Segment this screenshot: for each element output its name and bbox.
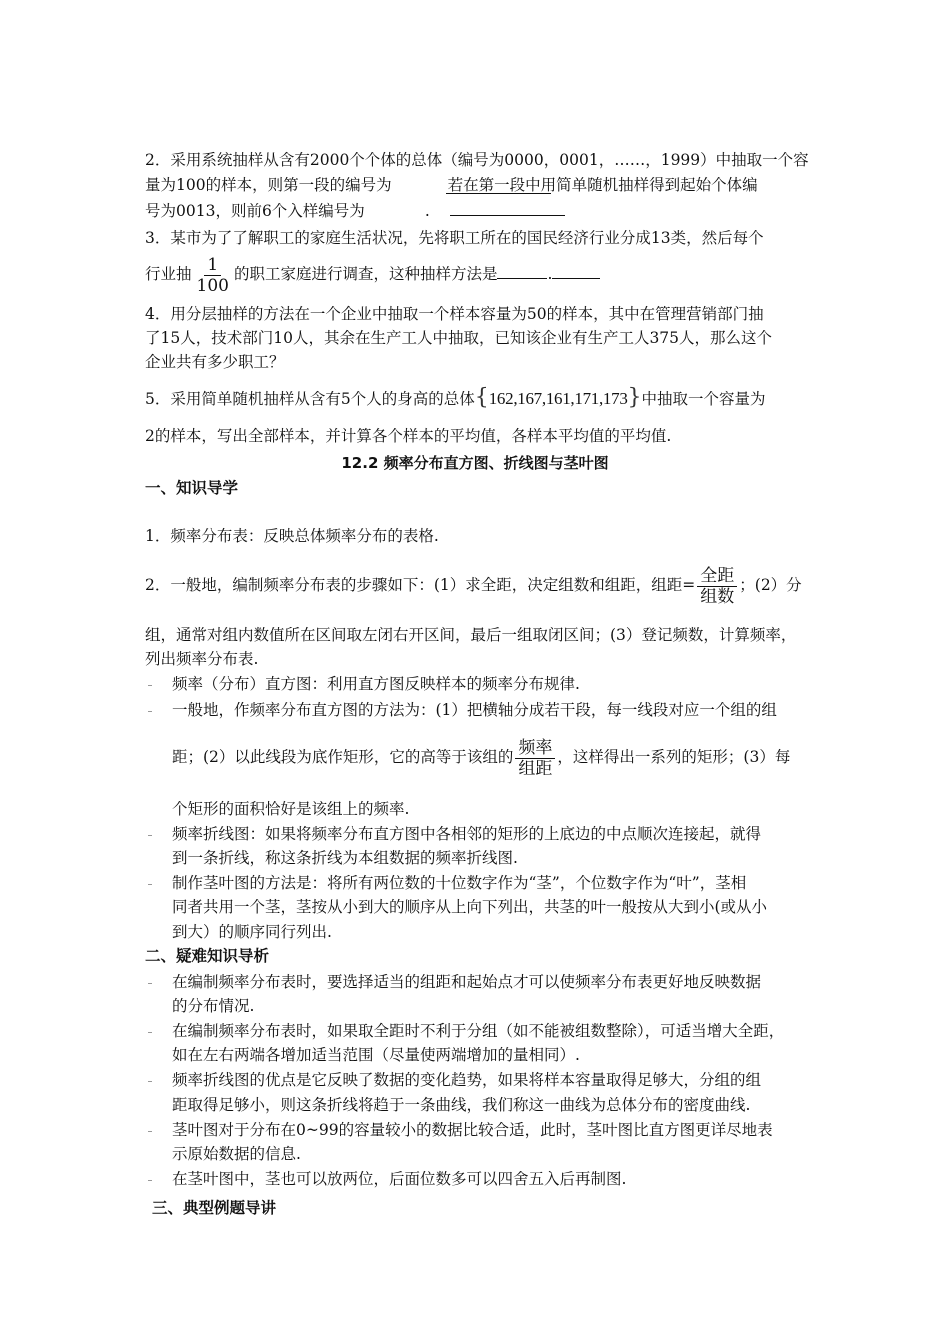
q3-blank-tail [552, 260, 600, 279]
k2-line1-text-b: ；(2）分 [739, 576, 802, 594]
q3-line2-text-a: 行业抽 [145, 265, 192, 283]
knowledge-item-6-line2: 同者共用一个茎，茎按从小到大的顺序从上向下列出，共茎的叶一般按从大到小(或从小 [172, 898, 768, 916]
q2-blank-2[interactable] [450, 197, 565, 216]
q3-fraction-denominator: 100 [196, 275, 229, 296]
heading-typical-examples: 三、典型例题导讲 [152, 1199, 277, 1217]
q5-line2: 2的样本，写出全部样本，并计算各个样本的平均值，各样本平均值的平均值. [145, 427, 672, 445]
width-denominator: 组距 [518, 758, 553, 779]
q2-line3 [145, 197, 815, 223]
q2-line1: 2．采用系统抽样从含有2000个个体的总体（编号为0000，0001，……，1999）中抽取一个容 [145, 151, 809, 169]
list-marker [148, 1131, 152, 1132]
q2-line2 [145, 172, 815, 197]
q2-line2-text-a: 量为100的样本，则第一段的编号为 [145, 176, 392, 194]
groups-denominator: 组数 [700, 586, 735, 607]
knowledge-item-2-line3: 列出频率分布表. [145, 650, 259, 668]
frequency-numerator: 频率 [515, 738, 555, 759]
knowledge-item-1: 1．频率分布表：反映总体频率分布的表格. [145, 527, 439, 545]
q5-left-brace: { [474, 385, 489, 410]
difficulty-item-1-line2: 的分布情况. [172, 997, 255, 1015]
q2-line3-dot: . [424, 202, 430, 220]
q3-line2-text-b: 的职工家庭进行调查，这种抽样方法是 [233, 265, 498, 283]
q5-line1 [145, 384, 815, 413]
q2-line3-text-a: 号为0013，则前6个入样编号为 [145, 202, 365, 220]
q3-fraction-numerator: 1 [204, 255, 221, 276]
knowledge-item-2-line1 [145, 562, 815, 608]
q5-height-set: 162,167,161,171,173 [488, 389, 628, 408]
knowledge-item-2-line2: 组，通常对组内数值所在区间取左闭右开区间，最后一组取闭区间；(3）登记频数，计算频率， [145, 626, 797, 644]
q4-line3: 企业共有多少职工？ [145, 353, 285, 371]
heading-difficulty-analysis: 二、疑难知识导析 [145, 947, 270, 965]
q3-blank[interactable] [497, 260, 547, 279]
q2-blank-1[interactable] [446, 175, 551, 194]
q4-line2: 了15人，技术部门10人，其余在生产工人中抽取，已知该企业有生产工人375人，那么这个 [145, 329, 773, 347]
knowledge-item-5-line1: 频率折线图：如果将频率分布直方图中各相邻的矩形的上底边的中点顺次连接起，就得 [172, 825, 762, 843]
k4-line2-text-a: 距；(2）以此线段为底作矩形，它的高等于该组的 [172, 748, 514, 766]
list-marker [148, 835, 152, 836]
section-title: 12.2 频率分布直方图、折线图与茎叶图 [341, 454, 609, 472]
range-numerator: 全距 [697, 566, 737, 587]
knowledge-item-4-line3: 个矩形的面积恰好是该组上的频率. [172, 800, 410, 818]
q4-line1: 4．用分层抽样的方法在一个企业中抽取一个样本容量为50的样本，其中在管理营销部门抽 [145, 305, 764, 323]
knowledge-item-4-line2 [172, 734, 812, 780]
difficulty-item-4-line1: 茎叶图对于分布在0~99的容量较小的数据比较合适，此时，茎叶图比直方图更详尽地表 [172, 1121, 773, 1139]
knowledge-item-6-line3: 到大）的顺序同行列出. [172, 923, 332, 941]
list-marker [148, 1081, 152, 1082]
list-marker [148, 884, 152, 885]
range-over-groups-fraction [697, 566, 737, 607]
knowledge-item-5-line2: 到一条折线，称这条折线为本组数据的频率折线图. [172, 849, 518, 867]
q5-right-brace: } [627, 385, 642, 410]
list-marker [148, 1032, 152, 1033]
list-marker [148, 983, 152, 984]
q3-fraction [194, 255, 232, 296]
difficulty-item-4-line2: 示原始数据的信息. [172, 1145, 301, 1163]
frequency-over-width-fraction [515, 738, 555, 779]
difficulty-item-5: 在茎叶图中，茎也可以放两位，后面位数多可以四舍五入后再制图. [172, 1170, 627, 1188]
q5-line1-text-b: 中抽取一个容量为 [641, 390, 766, 408]
difficulty-item-3-line2: 距取得足够小，则这条折线将趋于一条曲线，我们称这一曲线为总体分布的密度曲线. [172, 1096, 751, 1114]
difficulty-item-2-line2: 如在左右两端各增加适当范围（尽量使两端增加的量相同）. [172, 1046, 580, 1064]
heading-knowledge-guide: 一、知识导学 [145, 479, 239, 497]
q3-line2-dot: . [547, 265, 553, 283]
list-marker [148, 711, 152, 712]
q5-line1-text-a: 5．采用简单随机抽样从含有5个人的身高的总体 [145, 390, 475, 408]
list-marker [148, 685, 152, 686]
k2-line1-text-a: 2．一般地，编制频率分布表的步骤如下：(1）求全距，决定组数和组距，组距= [145, 576, 696, 594]
list-marker [148, 1180, 152, 1181]
k4-line2-text-b: ，这样得出一系列的矩形；(3）每 [557, 748, 791, 766]
knowledge-item-4-line1: 一般地，作频率分布直方图的方法为：(1）把横轴分成若干段，每一线段对应一个组的组 [172, 701, 777, 719]
difficulty-item-2-line1: 在编制频率分布表时，如果取全距时不利于分组（如不能被组数整除），可适当增大全距， [172, 1022, 785, 1040]
difficulty-item-3-line1: 频率折线图的优点是它反映了数据的变化趋势，如果将样本容量取得足够大，分组的组 [172, 1071, 762, 1089]
q2-blank-1-spacer [392, 172, 448, 190]
knowledge-item-3: 频率（分布）直方图：利用直方图反映样本的频率分布规律. [172, 675, 580, 693]
q2-line2-text-b: 若在第一段中用简单随机抽样得到起始个体编 [447, 176, 758, 194]
knowledge-item-6-line1: 制作茎叶图的方法是：将所有两位数的十位数字作为“茎”，个位数字作为“叶”，茎相 [172, 874, 747, 892]
difficulty-item-1-line1: 在编制频率分布表时，要选择适当的组距和起始点才可以使频率分布表更好地反映数据 [172, 973, 762, 991]
q3-line2 [145, 252, 815, 296]
q3-line1: 3．某市为了了解职工的家庭生活状况，先将职工所在的国民经济行业分成13类，然后每个 [145, 229, 764, 247]
